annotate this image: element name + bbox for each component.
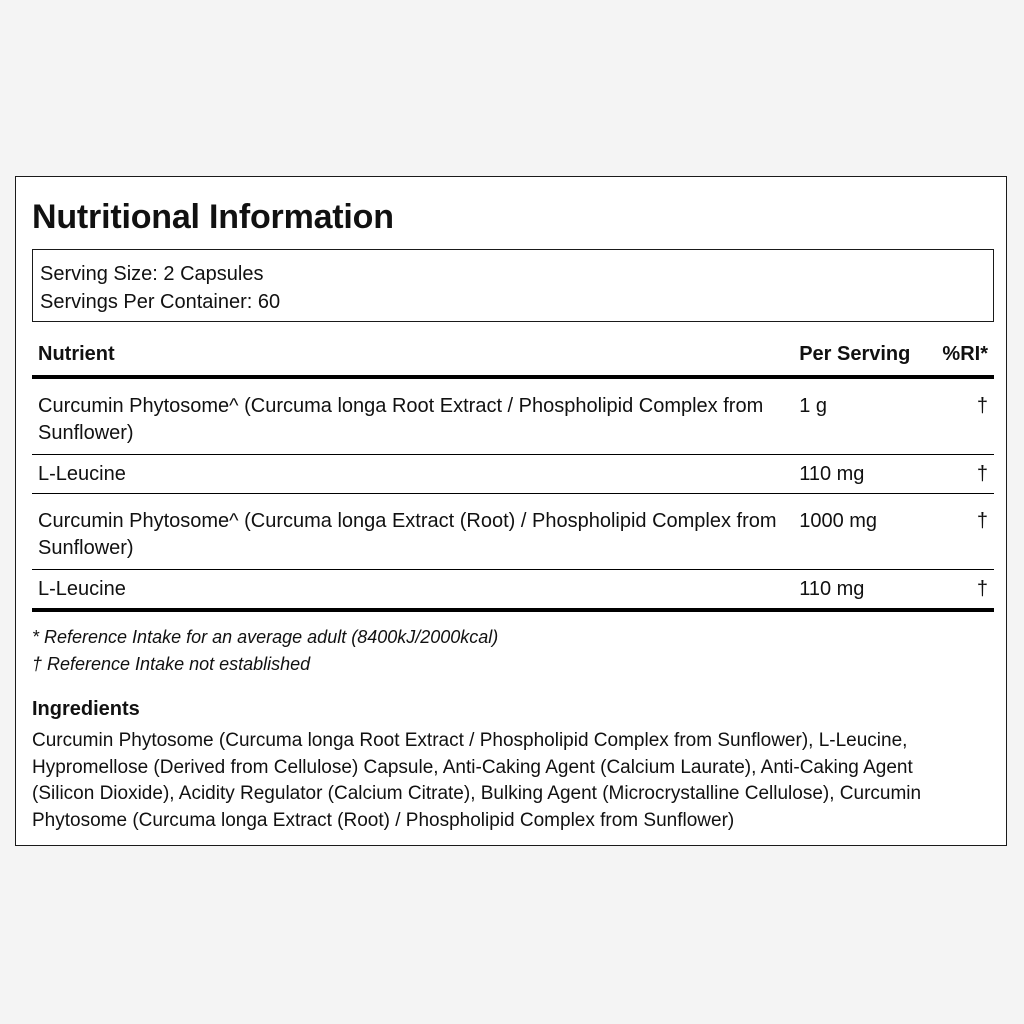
- footnote-not-established: † Reference Intake not established: [32, 654, 311, 674]
- nutrient-name-text: L-Leucine: [38, 463, 126, 485]
- nutrient-name: [32, 494, 799, 570]
- ingredients-heading: Ingredients: [32, 698, 140, 720]
- nutrient-name-text: Curcumin Phytosome^ (Curcuma longa Root Extract / Phospholipid Complex from Sunflower): [38, 395, 764, 444]
- table-header-row: [32, 337, 994, 377]
- nutrient-ri: †: [922, 570, 994, 611]
- table-row: [32, 377, 994, 455]
- table-row: [32, 570, 994, 611]
- nutrient-amount: 110 mg: [799, 570, 922, 611]
- header-per-serving: Per Serving: [799, 337, 922, 377]
- footnotes: [32, 624, 498, 678]
- servings-per-container: Servings Per Container: 60: [40, 291, 281, 313]
- serving-size: Serving Size: 2 Capsules: [40, 263, 264, 285]
- nutrient-amount: 1000 mg: [799, 494, 922, 570]
- nutrient-name: [32, 377, 799, 455]
- nutrient-ri: †: [922, 377, 994, 455]
- table-row: [32, 455, 994, 494]
- table-row: [32, 494, 994, 570]
- header-ri: %RI*: [922, 337, 994, 377]
- ingredients-text: Curcumin Phytosome (Curcuma longa Root Extract / Phospholipid Complex from Sunflower), L-Leucine, Hypromellose (Derived from Cellulose) Capsule, Anti-Caking Agent (Calcium Laurate), Anti-Caking Agent (Silicon Dioxide), Acidity Regulator (Calcium Citrate), Bulking Agent (Microcrystalline Cellulose), Curcumin Phytosome (Curcuma longa Extract (Root) / Phospholipid Complex from Sunflower): [32, 730, 922, 831]
- nutrient-amount: 1 g: [799, 377, 922, 455]
- nutrient-table: [32, 337, 994, 612]
- page-title: Nutritional Information: [32, 198, 394, 236]
- nutrient-amount: 110 mg: [799, 455, 922, 494]
- header-nutrient: Nutrient: [32, 337, 799, 377]
- nutrient-name: [32, 570, 799, 611]
- nutrient-ri: †: [922, 494, 994, 570]
- footnote-reference-intake: * Reference Intake for an average adult (8400kJ/2000kcal): [32, 627, 499, 647]
- serving-info-box: [32, 249, 994, 322]
- nutrient-ri: †: [922, 455, 994, 494]
- nutrient-name: [32, 455, 799, 494]
- nutrition-panel: [15, 176, 1007, 846]
- nutrient-name-text: L-Leucine: [38, 578, 126, 600]
- nutrient-name-text: Curcumin Phytosome^ (Curcuma longa Extract (Root) / Phospholipid Complex from Sunflower): [38, 510, 777, 559]
